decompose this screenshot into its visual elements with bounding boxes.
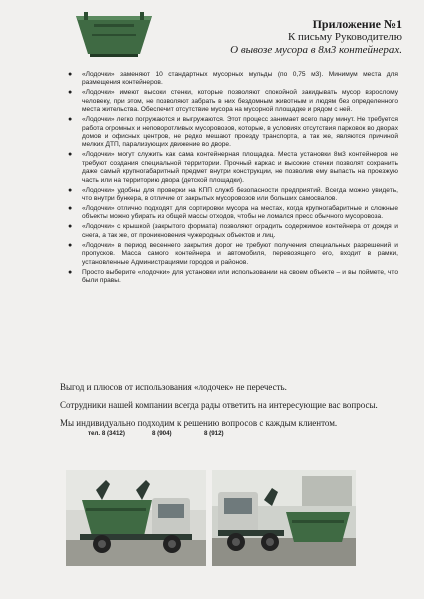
list-item: ● Просто выберите «лодочки» для установки или использовании на своем объекте – и вы поймете, что были правы. (68, 268, 398, 285)
closing-line: Мы индивидуально подходим к решению вопросов с каждым клиентом. (60, 418, 338, 428)
list-item: ● «Лодочки» удобны для проверки на КПП служб безопасности предприятий. Всегда можно увидеть, что внутри бункера, в отличие от закрытых мусоровозов или больших самосвалов. (68, 186, 398, 203)
appendix-title: Приложение №1 (312, 17, 402, 31)
list-item: ● «Лодочки» могут служить как сама контейнерная площадка. Места установки 8м3 контейнеров не требуют создания специальной территории. Прочный каркас и высокие стенки позволят сохранить даже самый крупногабаритный предмет внутри конструкции, не позволив ему выпасть на проезжую часть или на территорию двора (детской площадки). (68, 151, 398, 184)
bullet-icon: ● (68, 268, 73, 276)
appendix-subject: О вывозе мусора в 8м3 контейнерах. (230, 44, 402, 56)
bullet-icon: ● (68, 71, 73, 78)
truck-photo-right (212, 470, 356, 566)
list-item: ● «Лодочки» с крышкой (закрытого формата) позволяют оградить содержимое контейнера от дождя и снега, а так же, от проникновения чужеродных объектов и лиц. (68, 223, 398, 239)
bullet-icon: ● (68, 186, 73, 194)
phone-landline: тел. 8 (3412) (88, 430, 125, 437)
bullet-icon: ● (68, 89, 73, 97)
skip-container-image (74, 10, 154, 58)
list-item: ● «Лодочки» легко погружаются и выгружаются. Этот процесс занимает всего пару минут. Не требуется работа огромных и неповоротливых мусоровозов, которые, в условиях отсутствия парковок во дворах домов и офисных центров, не редко мешают проезду транспорта, а так же, являются причиной мелких ДТП, парализующих движение во дворе. (68, 116, 398, 149)
list-item: ● «Лодочки» отлично подходят для сортировки мусора на местах, когда крупногабаритные и сложные объекты можно убирать из общей массы отходов, чтобы не ломался пресс обычного мусоровоза. (68, 205, 398, 221)
advantages-list (68, 71, 398, 287)
closing-line: Выгод и плюсов от использования «лодочек» не перечесть. (60, 382, 287, 392)
bullet-icon: ● (68, 116, 73, 124)
closing-text (60, 378, 410, 432)
bullet-icon: ● (68, 151, 73, 159)
phone-mobile-912: 8 (912) (204, 430, 224, 437)
truck-photo-left (66, 470, 206, 566)
list-item: ● «Лодочки» в период весеннего закрытия дорог не требуют получения специальных разрешений и пропусков. Масса самого контейнера и автомобиля, перевозящего его, входит в рамки, установленные Администрациями городов и районов. (68, 241, 398, 266)
bullet-icon: ● (68, 241, 73, 249)
bullet-icon: ● (68, 205, 73, 213)
closing-line: Сотрудники нашей компании всегда рады ответить на интересующие вас вопросы. (60, 400, 378, 410)
phone-mobile-904: 8 (904) (152, 430, 172, 437)
bullet-icon: ● (68, 223, 73, 231)
appendix-recipient: К письму Руководителю (287, 31, 402, 43)
list-item: ● «Лодочки» заменяют 10 стандартных мусорных мульды (по 0,75 м3). Минимум места для размещения контейнеров. (68, 71, 398, 87)
list-item: ● «Лодочки» имеют высоки стенки, которые позволяют спокойной закидывать мусор взрослому человеку, при этом, не позволяют забрать в них бездомным животным и людям без определенного места жительства. Обеспечит отсутствие мусора на мусорной площадке и рядом с ней. (68, 89, 398, 114)
appendix-header (202, 18, 402, 57)
